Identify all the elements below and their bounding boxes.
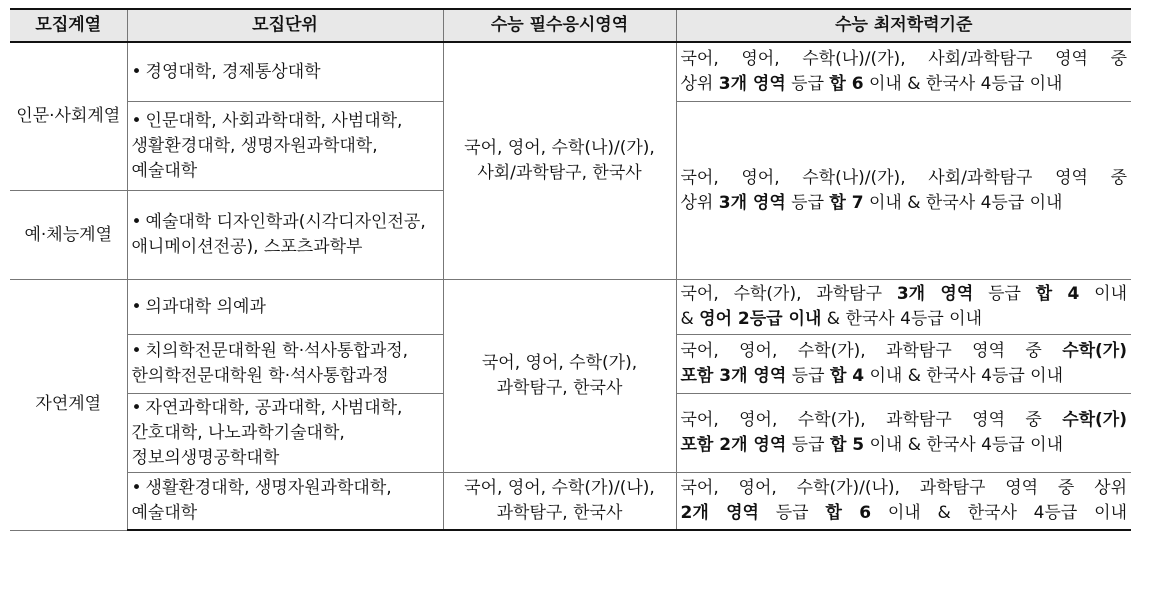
unit-text: 간호대학, 나노과학기술대학,: [131, 422, 345, 443]
minimum-text: 국어, 영어, 수학(가)/(나), 과학탐구 영역 중 상위: [680, 478, 1127, 498]
header-required: 수능 필수응시영역: [443, 9, 676, 42]
unit-text: 의과대학 의예과: [145, 296, 266, 317]
header-category: 모집계열: [10, 9, 127, 42]
unit-cell: [127, 42, 443, 102]
bullet-icon: •: [131, 212, 142, 232]
minimum-text: 포함 2개 영역 등급 합 5 이내 & 한국사 4등급 이내: [680, 435, 1063, 455]
unit-text: 생활환경대학, 생명자원과학대학,: [145, 478, 392, 498]
required-text: 국어, 영어, 수학(가),: [481, 353, 638, 373]
unit-text: 치의학전문대학원 학·석사통합과정,: [145, 341, 409, 361]
header-unit: 모집단위: [127, 9, 443, 42]
unit-text: 예술대학 디자인학과(시각디자인전공,: [145, 212, 426, 232]
minimum-text: 국어, 영어, 수학(가), 과학탐구 영역 중 수학(가): [680, 410, 1127, 430]
bullet-icon: •: [131, 296, 142, 317]
minimum-text: 국어, 영어, 수학(나)/(가), 사회/과학탐구 영역 중: [680, 49, 1127, 69]
unit-text: 정보의생명공학대학: [131, 447, 280, 468]
minimum-cell: [676, 473, 1131, 531]
unit-text: 예술대학: [131, 503, 198, 523]
unit-cell: [127, 191, 443, 280]
required-text: 국어, 영어, 수학(나)/(가),: [464, 138, 655, 158]
minimum-text: 상위 3개 영역 등급 합 6 이내 & 한국사 4등급 이내: [680, 74, 1063, 94]
admission-criteria: [10, 8, 1131, 531]
bullet-icon: •: [131, 61, 142, 82]
required-text: 사회/과학탐구, 한국사: [477, 163, 642, 183]
minimum-cell: [676, 42, 1131, 102]
required-science: [443, 280, 676, 473]
unit-text: 생활환경대학, 생명자원과학대학,: [131, 135, 378, 156]
minimum-text: 포함 3개 영역 등급 합 4 이내 & 한국사 4등급 이내: [680, 366, 1063, 386]
unit-text: 경영대학, 경제통상대학: [145, 61, 321, 82]
unit-text: 자연과학대학, 공과대학, 사범대학,: [145, 397, 403, 418]
header-row: [10, 9, 1131, 42]
unit-cell: [127, 335, 443, 394]
unit-text: 인문대학, 사회과학대학, 사범대학,: [145, 110, 403, 131]
required-text: 국어, 영어, 수학(가)/(나),: [464, 478, 655, 498]
minimum-cell: [676, 394, 1131, 473]
bullet-icon: •: [131, 478, 142, 498]
unit-cell: [127, 394, 443, 473]
unit-cell: [127, 280, 443, 335]
required-text: 과학탐구, 한국사: [496, 503, 623, 523]
bullet-icon: •: [131, 110, 142, 131]
table-row: [10, 280, 1131, 335]
table-row: [10, 473, 1131, 531]
category-humanities: 인문·사회계열: [10, 42, 127, 191]
unit-text: 한의학전문대학원 학·석사통합과정: [131, 366, 389, 386]
minimum-text: 국어, 영어, 수학(나)/(가), 사회/과학탐구 영역 중: [680, 167, 1127, 188]
bullet-icon: •: [131, 397, 142, 418]
minimum-text: 상위 3개 영역 등급 합 7 이내 & 한국사 4등급 이내: [680, 192, 1063, 213]
minimum-cell: [676, 280, 1131, 335]
minimum-text: & 영어 2등급 이내 & 한국사 4등급 이내: [680, 309, 983, 329]
criteria-table: [10, 8, 1131, 531]
unit-text: 애니메이션전공), 스포츠과학부: [131, 237, 363, 257]
minimum-text: 국어, 수학(가), 과학탐구 3개 영역 등급 합 4 이내: [680, 284, 1128, 304]
unit-cell: [127, 102, 443, 191]
minimum-cell: [676, 335, 1131, 394]
minimum-text: 2개 영역 등급 합 6 이내 & 한국사 4등급 이내: [680, 503, 1128, 523]
category-science: 자연계열: [10, 280, 127, 531]
required-humanities: [443, 42, 676, 280]
table-row: [10, 42, 1131, 102]
required-science-last: [443, 473, 676, 531]
category-arts: 예·체능계열: [10, 191, 127, 280]
header-minimum: 수능 최저학력기준: [676, 9, 1131, 42]
minimum-cell: [676, 102, 1131, 280]
unit-cell: [127, 473, 443, 531]
bullet-icon: •: [131, 341, 142, 361]
minimum-text: 국어, 영어, 수학(가), 과학탐구 영역 중 수학(가): [680, 341, 1127, 361]
required-text: 과학탐구, 한국사: [496, 378, 623, 398]
unit-text: 예술대학: [131, 160, 198, 181]
